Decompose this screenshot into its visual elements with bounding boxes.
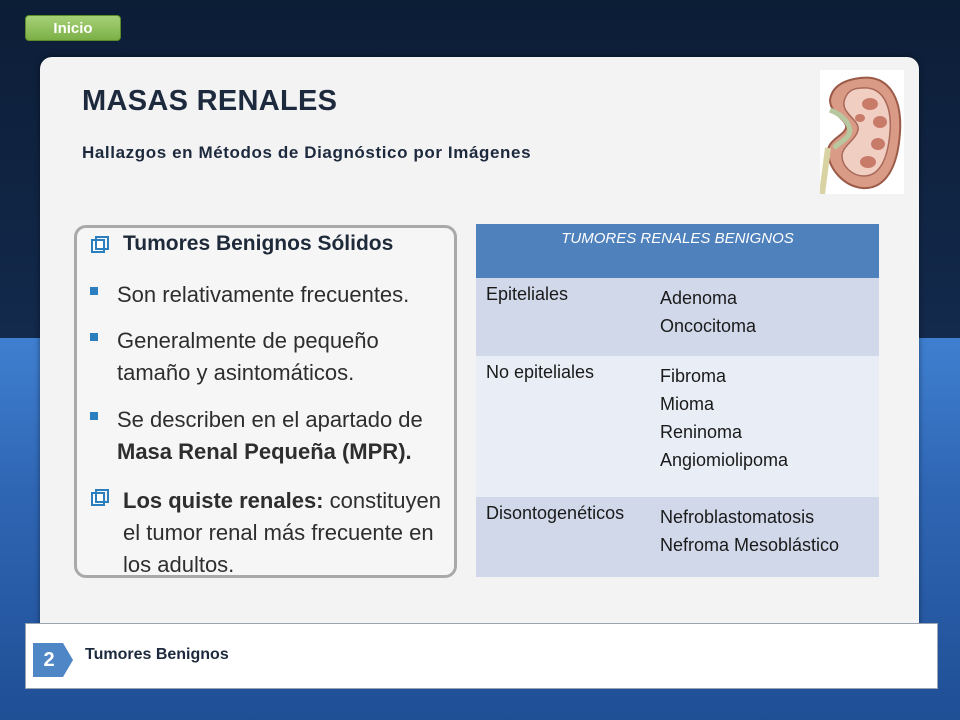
type-item: Fibroma [660,366,727,386]
checkbox-bullet-icon [91,489,109,507]
page-subtitle: Hallazgos en Métodos de Diagnóstico por Imágenes [82,143,532,162]
square-bullet-icon [90,333,98,341]
table-row [476,278,879,356]
kidney-icon [820,70,904,194]
bullet-text-2a: Generalmente de pequeño [117,328,379,353]
type-item: Oncocitoma [660,316,757,336]
cyst-line-3: los adultos. [123,552,235,577]
type-item: Nefroma Mesoblástico [660,535,840,555]
bullet-text-3b: Masa Renal Pequeña (MPR). [117,439,412,464]
left-heading: Tumores Benignos Sólidos [123,232,394,255]
bullet-text-1: Son relativamente frecuentes. [117,282,410,307]
checkbox-bullet-icon [91,236,109,254]
type-item: Nefroblastomatosis [660,507,815,527]
cyst-line-1 [123,484,441,517]
type-item: Adenoma [660,288,738,308]
type-item: Angiomiolipoma [660,450,789,470]
page-number: 2 [43,649,55,671]
cyst-line-2: el tumor renal más frecuente en [123,520,434,545]
type-item: Reninoma [660,422,743,442]
table-cell-category: Epiteliales [486,284,569,304]
table-cell-types [660,362,788,474]
table-cell-types [660,503,839,559]
table-row [476,497,879,577]
table-cell-category: No epiteliales [486,362,595,382]
square-bullet-icon [90,287,98,295]
cyst-bold: Los quiste renales: [123,488,324,513]
table-row [476,356,879,497]
table-cell-types [660,284,756,340]
bullet-text-2b: tamaño y asintomáticos. [117,360,355,385]
page-title: MASAS RENALES [82,85,338,117]
type-item: Mioma [660,394,715,414]
section-label: Tumores Benignos [85,646,229,663]
cyst-rest-1: constituyen [329,488,441,513]
square-bullet-icon [90,412,98,420]
bullet-text-3a: Se describen en el apartado de [117,407,423,432]
table-header: TUMORES RENALES BENIGNOS [476,224,879,278]
inicio-button[interactable]: Inicio [25,15,121,41]
table-cell-category: Disontogenéticos [486,503,625,523]
